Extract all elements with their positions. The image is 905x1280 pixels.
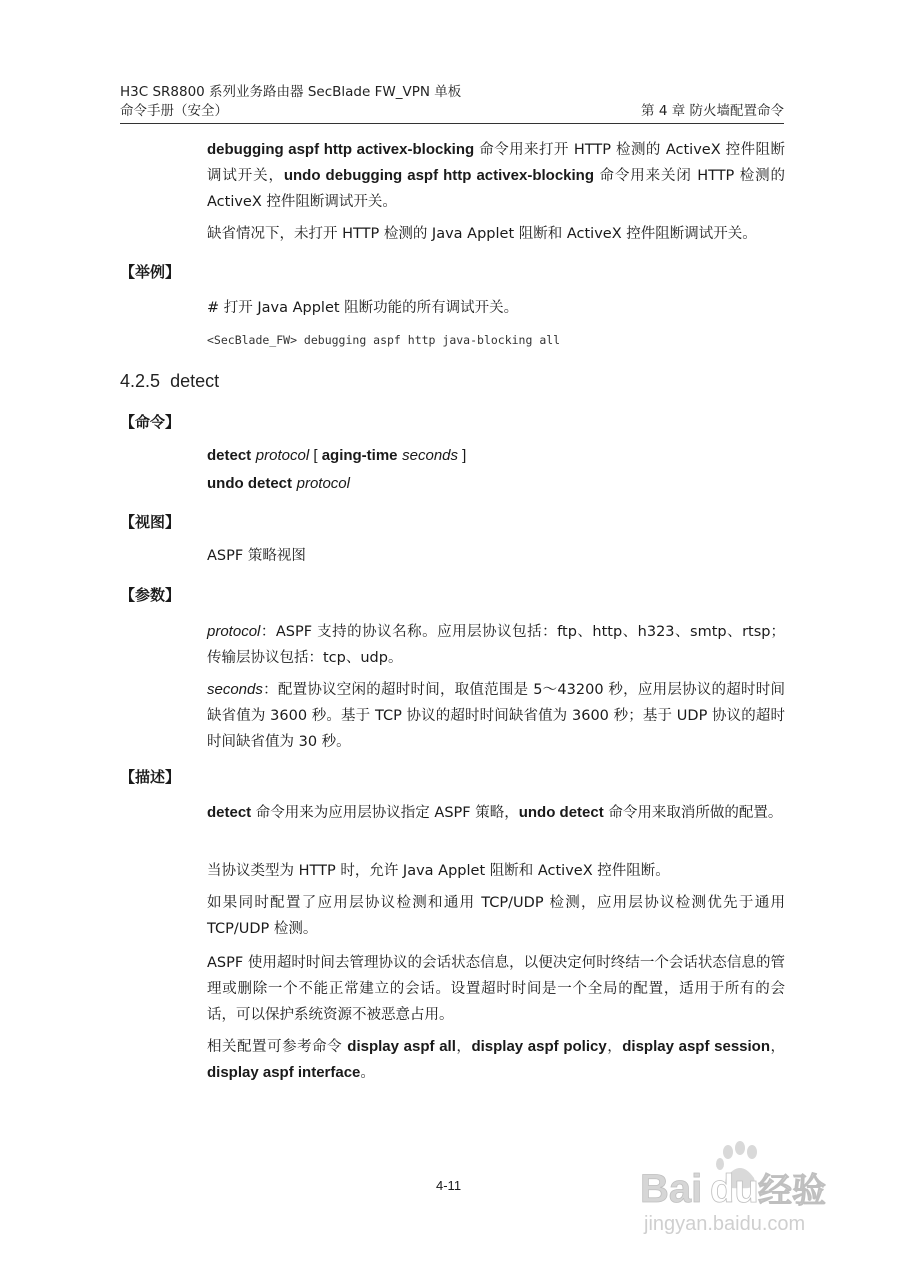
param-protocol: protocol：ASPF 支持的协议名称。应用层协议包括：ftp、http、h323、smtp、rtsp；传输层协议包括：tcp、udp。 (207, 623, 785, 666)
baidu-paw-logo (640, 1138, 870, 1248)
view-label: 【视图】 (120, 513, 181, 531)
section-heading (120, 371, 219, 392)
command-label: 【命令】 (120, 413, 181, 431)
params-label: 【参数】 (120, 586, 181, 604)
description-p3: 如果同时配置了应用层协议检测和通用 TCP/UDP 检测，应用层协议检测优先于通用 TCP/UDP 检测。 (207, 895, 785, 937)
default-state-paragraph: 缺省情况下，未打开 HTTP 检测的 Java Applet 阻断和 ActiveX 控件阻断调试开关。 (207, 226, 757, 242)
example-code: <SecBlade_FW> debugging aspf http java-blocking all (207, 333, 561, 347)
command-keyword: debugging aspf http activex-blocking (207, 141, 475, 158)
view-text: ASPF 策略视图 (207, 548, 306, 564)
watermark-url: jingyan.baidu.com (644, 1213, 806, 1235)
watermark-bai: Bai (640, 1167, 703, 1211)
debug-activex-paragraph: debugging aspf http activex-blocking 命令用来打开 HTTP 检测的 ActiveX 控件阻断调试开关，undo debugging aspf http activex-blocking 命令用来关闭 HTTP 检测的 ActiveX 控件阻断调试开关。 (207, 141, 786, 210)
example-label: 【举例】 (120, 263, 181, 281)
description-p1: detect 命令用来为应用层协议指定 ASPF 策略，undo detect 命令用来取消所做的配置。 (207, 804, 783, 821)
watermark-du: du (710, 1167, 759, 1211)
command-keyword: undo debugging aspf http activex-blocking (283, 167, 595, 184)
baidu-watermark (640, 1138, 870, 1248)
description-label: 【描述】 (120, 768, 181, 786)
description-p5: 相关配置可参考命令 display aspf all，display aspf policy，display aspf session，display aspf interface。 (207, 1038, 786, 1081)
command-syntax-1: detect protocol [ aging-time seconds ] (207, 447, 467, 464)
section-title: detect (170, 371, 220, 391)
header-rule (120, 123, 784, 124)
command-syntax-2: undo detect protocol (207, 475, 350, 492)
param-seconds: seconds：配置协议空闲的超时时间，取值范围是 5～43200 秒，应用层协议的超时时间缺省值为 3600 秒。基于 TCP 协议的超时时间缺省值为 3600 秒；基于 UDP 协议的超时时间缺省值为 30 秒。 (207, 681, 785, 750)
watermark-jingyan: 经验 (758, 1172, 826, 1210)
header-chapter: 第 4 章 防火墙配置命令 (641, 103, 784, 119)
example-comment: # 打开 Java Applet 阻断功能的所有调试开关。 (207, 300, 519, 316)
section-number: 4.2.5 (120, 371, 161, 391)
header-title: H3C SR8800 系列业务路由器 SecBlade FW_VPN 单板 (120, 84, 462, 100)
description-p2: 当协议类型为 HTTP 时，允许 Java Applet 阻断和 ActiveX 控件阻断。 (207, 863, 670, 879)
page-number: 4-11 (436, 1178, 462, 1193)
header-subtitle: 命令手册（安全） (120, 103, 228, 119)
description-p4: ASPF 使用超时时间去管理协议的会话状态信息，以便决定何时终结一个会话状态信息的管理或删除一个不能正常建立的会话。设置超时时间是一个全局的配置，适用于所有的会话，可以保护系统资源不被恶意占用。 (207, 955, 785, 1023)
